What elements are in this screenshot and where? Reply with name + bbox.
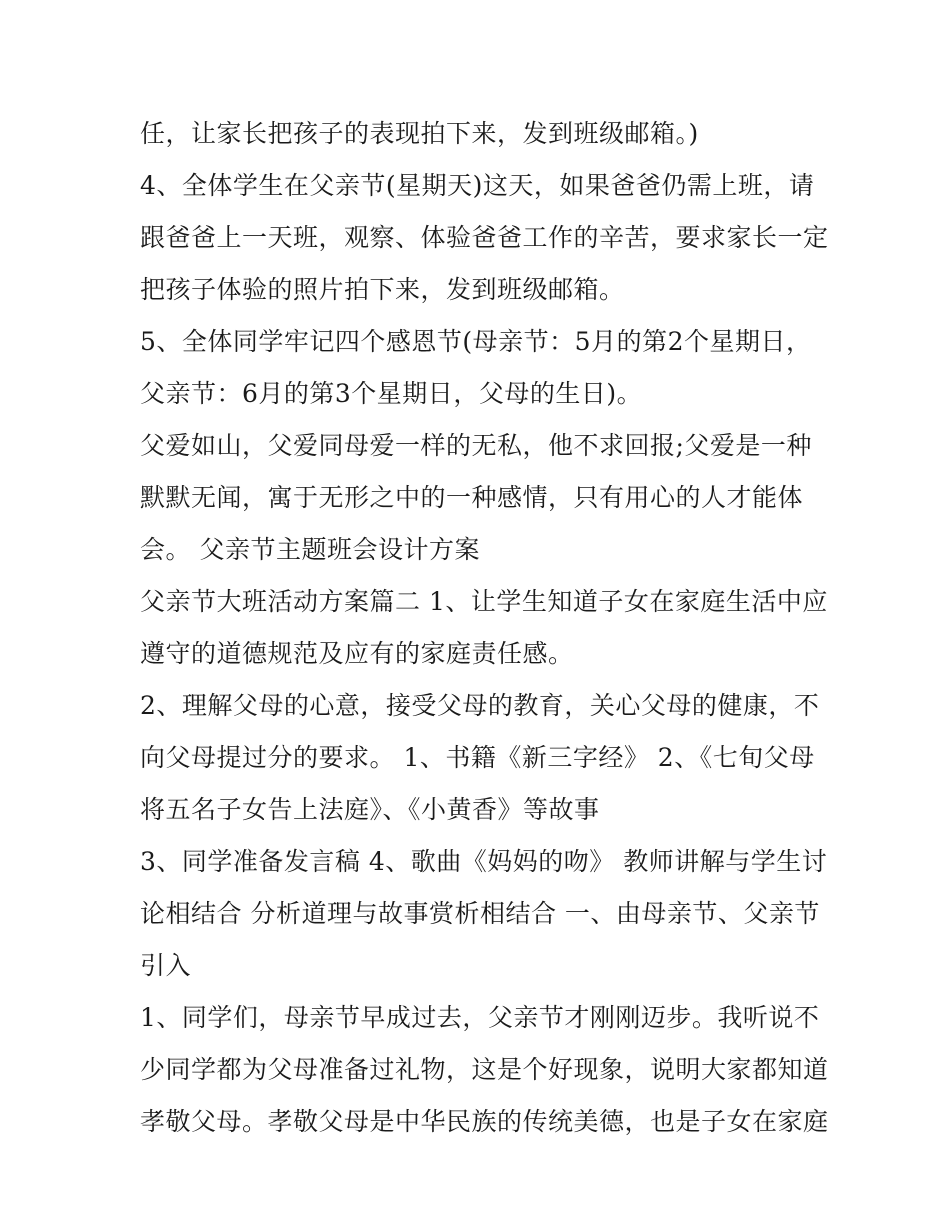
text-line: 引入 <box>140 951 192 980</box>
text-line: 孝敬父母。孝敬父母是中华民族的传统美德，也是子女在家庭 <box>140 1107 829 1136</box>
text-line: 父亲节：6月的第3个星期日，父母的生日)。 <box>140 379 643 408</box>
text-line: 论相结合 分析道理与故事赏析相结合 一、由母亲节、父亲节 <box>140 899 820 928</box>
text-line: 父亲节大班活动方案篇二 1、让学生知道子女在家庭生活中应 <box>140 587 828 616</box>
text-line: 1、同学们，母亲节早成过去，父亲节才刚刚迈步。我听说不 <box>140 1003 820 1032</box>
text-line: 3、同学准备发言稿 4、歌曲《妈妈的吻》 教师讲解与学生讨 <box>140 847 828 876</box>
text-line: 把孩子体验的照片拍下来，发到班级邮箱。 <box>140 275 625 304</box>
text-line: 父爱如山，父爱同母爱一样的无私，他不求回报;父爱是一种 <box>140 431 812 460</box>
text-line: 跟爸爸上一天班，观察、体验爸爸工作的辛苦，要求家长一定 <box>140 223 829 252</box>
text-line: 默默无闻，寓于无形之中的一种感情，只有用心的人才能体 <box>140 483 804 512</box>
text-line: 4、全体学生在父亲节(星期天)这天，如果爸爸仍需上班，请 <box>140 171 815 200</box>
text-line: 2、理解父母的心意，接受父母的教育，关心父母的健康，不 <box>140 691 820 720</box>
text-line: 会。 父亲节主题班会设计方案 <box>140 535 480 564</box>
text-line: 5、全体同学牢记四个感恩节(母亲节：5月的第2个星期日， <box>140 327 812 356</box>
text-line: 将五名子女告上法庭》、《小黄香》等故事 <box>140 795 600 824</box>
document-body <box>140 108 829 1148</box>
text-line: 遵守的道德规范及应有的家庭责任感。 <box>140 639 574 668</box>
text-line: 少同学都为父母准备过礼物，这是个好现象，说明大家都知道 <box>140 1055 829 1084</box>
text-line: 向父母提过分的要求。 1、书籍《新三字经》 2、《七旬父母 <box>140 743 815 772</box>
text-line: 任，让家长把孩子的表现拍下来，发到班级邮箱。) <box>140 119 699 148</box>
